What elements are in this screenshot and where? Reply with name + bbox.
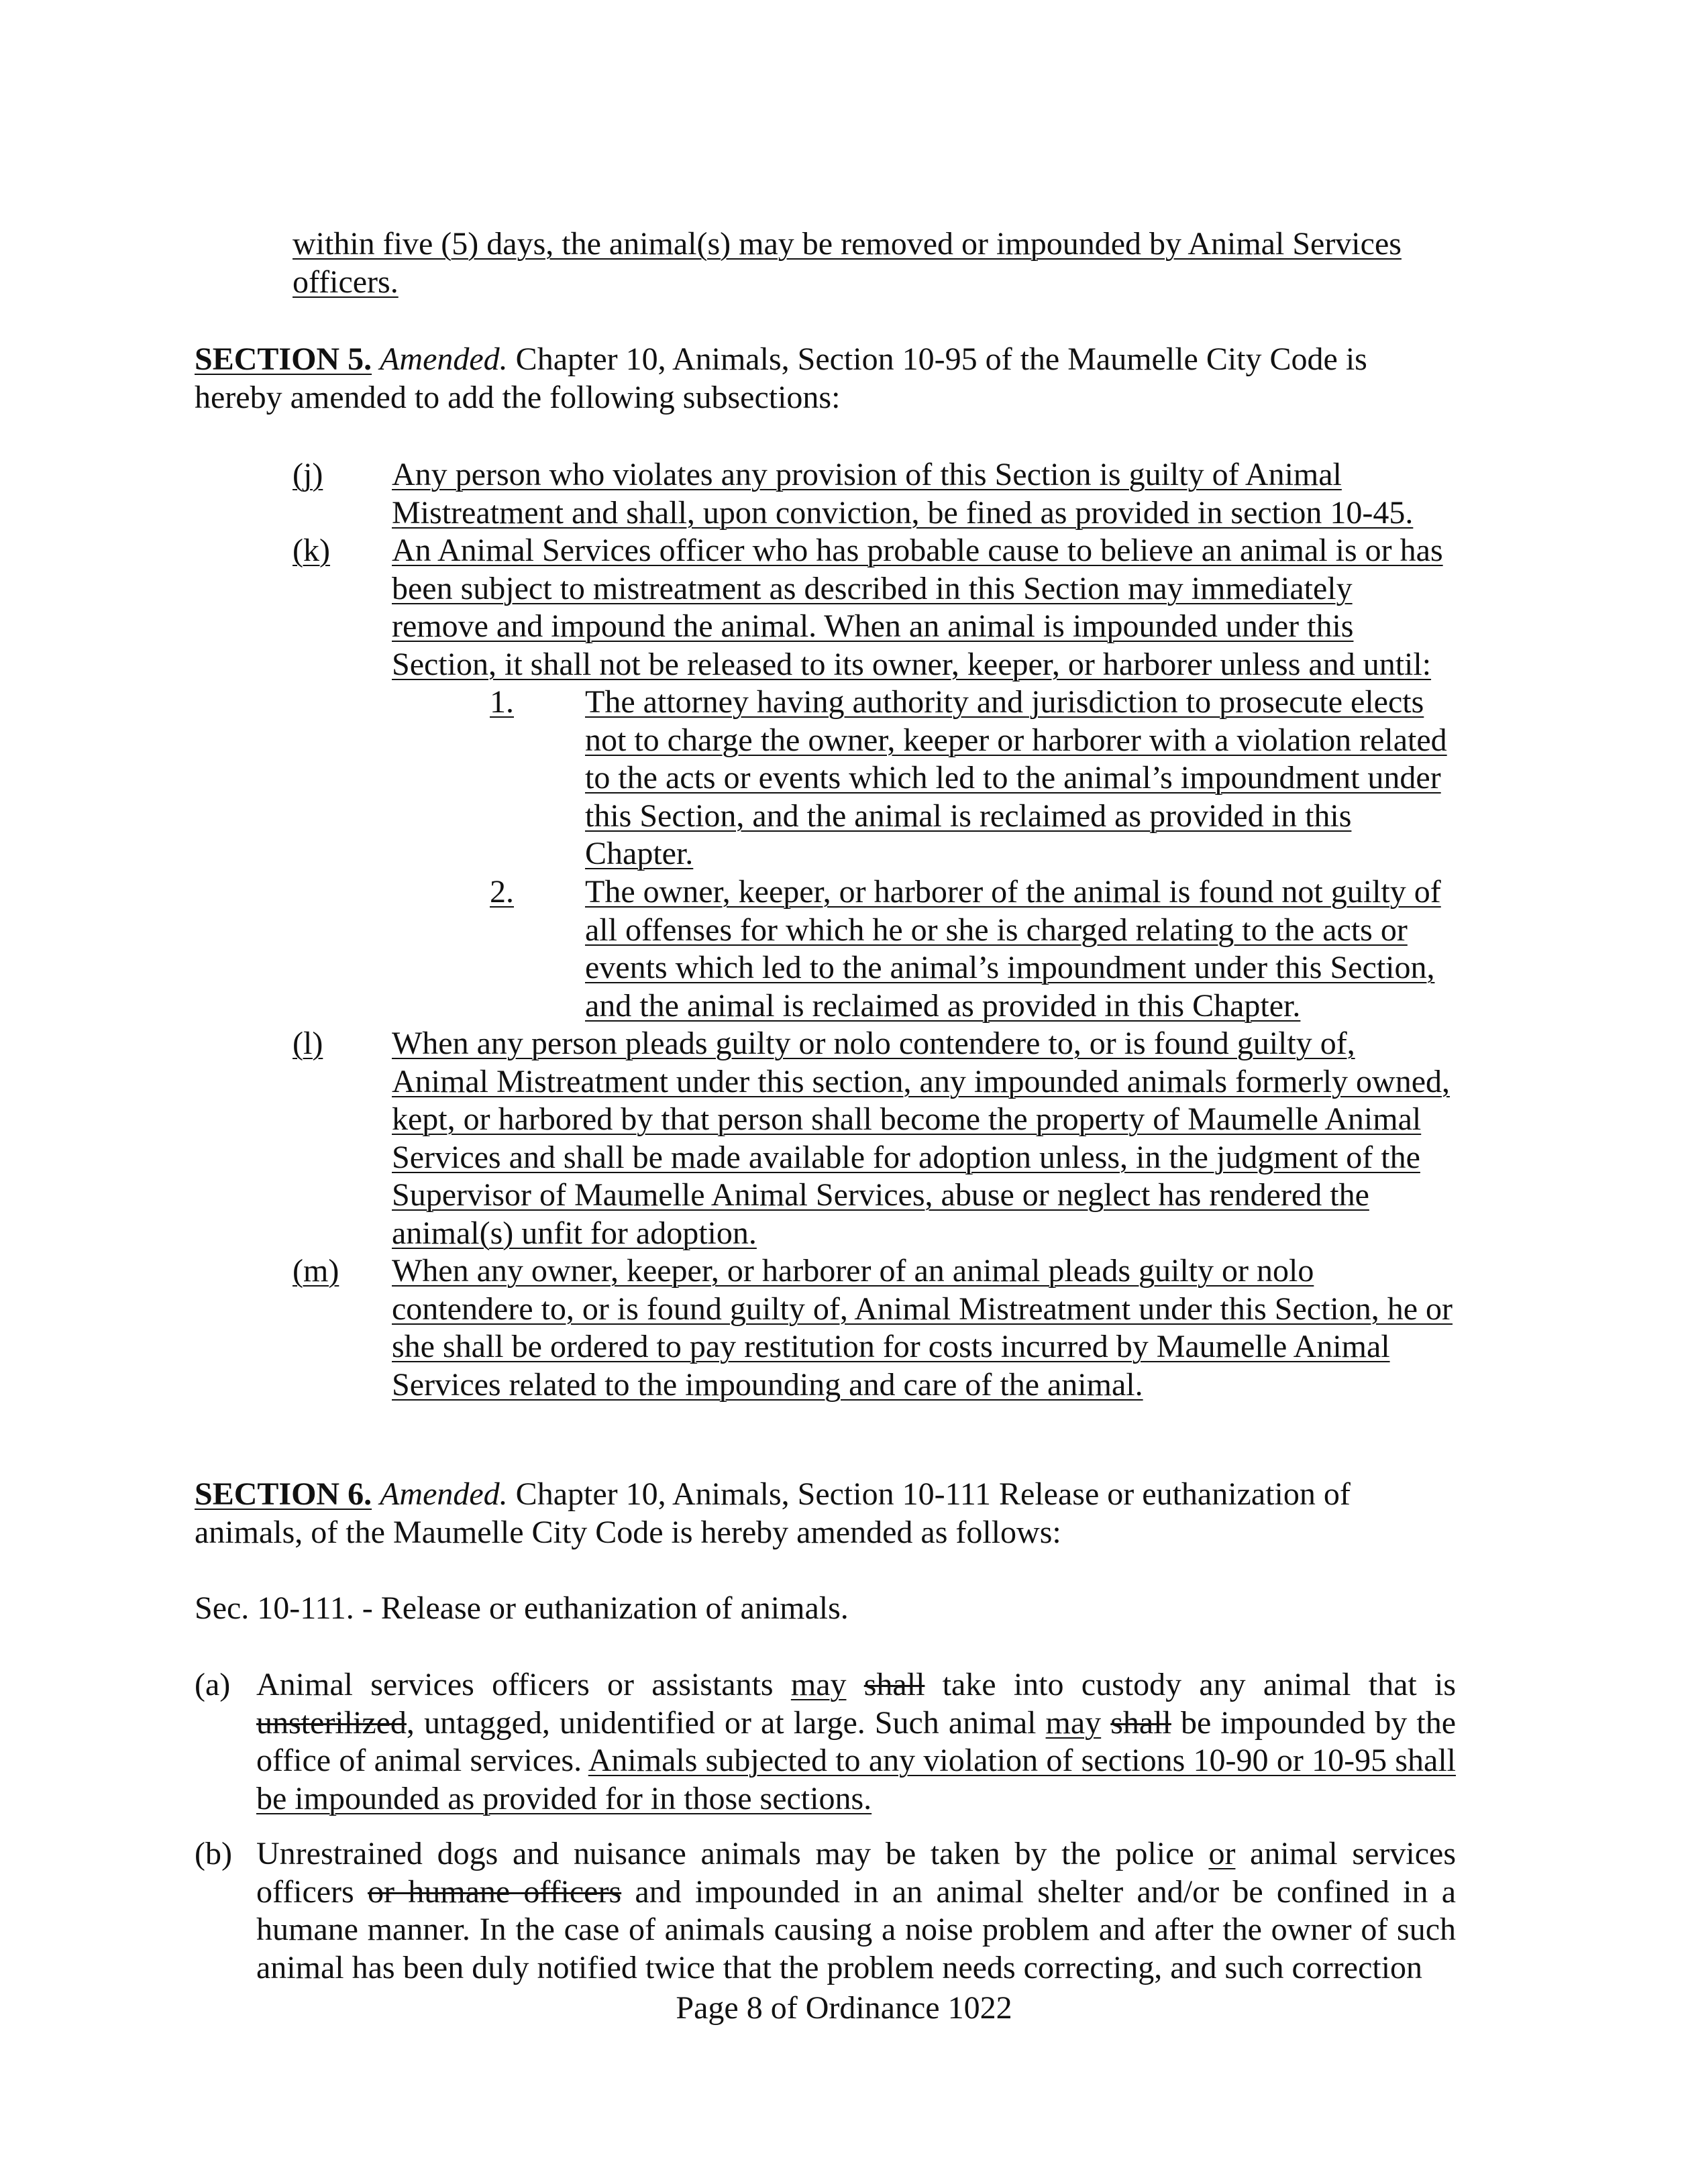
list-item-line: Chapter. [585,836,694,871]
intro-line: officers. [293,264,399,300]
subsection-line: When any person pleads guilty or nolo contendere to, or is found guilty of, [392,1026,1355,1061]
paragraph-body [256,1666,1456,1818]
list-item-line: to the acts or events which led to the animal’s impoundment under [585,760,1441,796]
subsection-line: Mistreatment and shall, upon conviction, be fined as provided in section 10-45. [392,494,1414,531]
subsection-line: Section, it shall not be released to its owner, keeper, or harborer unless and until: [392,646,1432,682]
list-item-line: The owner, keeper, or harborer of the animal is found not guilty of [585,874,1441,910]
section-5-label: SECTION 5. [195,341,372,377]
code-section-heading: Sec. 10-111. - Release or euthanization of animals. [195,1590,849,1626]
deleted-text: shall [863,1667,925,1702]
inserted-text: or [1208,1836,1236,1871]
subsection-line: animal(s) unfit for adoption. [392,1215,757,1251]
list-item-line: events which led to the animal’s impoundment under this Section, [585,950,1435,985]
section-6-amended: Amended. [380,1476,508,1512]
paragraph-body [256,1835,1456,1987]
subsection-line: An Animal Services officer who has probable cause to believe an animal is or has [392,533,1443,568]
list-item-key: 2. [490,874,514,910]
section-5-header [195,341,1367,417]
subsection-line: remove and impound the animal. When an animal is impounded under this [392,608,1354,644]
inserted-text: may [790,1667,847,1702]
subsection-line: Supervisor of Maumelle Animal Services, abuse or neglect has rendered the [392,1177,1369,1213]
subsection-line: Services and shall be made available for adoption unless, in the judgment of the [392,1139,1420,1175]
intro-continuation [293,225,1402,301]
paragraph-text [847,1667,864,1702]
subsection-line: When any owner, keeper, or harborer of an animal pleads guilty or nolo [392,1253,1314,1289]
paragraph-text: be impounded by the office of animal services. [256,1704,1457,1778]
subsection-key: (m) [293,1253,339,1289]
subsection-key: (l) [293,1026,323,1061]
list-item-line: and the animal is reclaimed as provided in this Chapter. [585,987,1301,1024]
paragraph-text: Animal services officers or assistants [256,1667,791,1702]
deleted-text: or humane officers [367,1873,622,1910]
subsection-key: (j) [293,457,323,492]
subsection-line: Any person who violates any provision of this Section is guilty of Animal [392,457,1342,492]
inserted-text: may [1045,1704,1102,1741]
paragraph-text [1101,1705,1110,1741]
section-6-text: Chapter 10, Animals, Section 10-111 Release or euthanization of [507,1476,1351,1512]
list-item-key: 1. [490,684,514,720]
list-item-line: this Section, and the animal is reclaimed as provided in this [585,798,1352,834]
subsection-key: (k) [293,533,330,568]
section-5-text: Chapter 10, Animals, Section 10-95 of the Maumelle City Code is [507,341,1367,377]
subsection-line: contendere to, or is found guilty of, Animal Mistreatment under this Section, he or [392,1291,1453,1327]
section-5-amended: Amended. [380,341,508,377]
page-footer: Page 8 of Ordinance 1022 [676,1990,1012,2026]
list-item-line: not to charge the owner, keeper or harborer with a violation related [585,722,1447,758]
subsection-line: Animal Mistreatment under this section, any impounded animals formerly owned, [392,1063,1450,1099]
paragraph-text: take into custody any animal that is [925,1667,1456,1702]
subsection-line: Services related to the impounding and care of the animal. [392,1366,1143,1403]
inserted-text: Animals subjected to any violation of sections 10-90 or 10-95 shall be impounded as provided for in those sections. [256,1743,1457,1816]
section-5-text-line2: hereby amended to add the following subsections: [195,379,841,415]
paragraph-text: and impounded in an animal shelter and/or be confined in a humane manner. In the case of animals causing a noise problem and after the owner of such animal has been duly notified twice that the problem needs correcting, and such correction [256,1873,1457,1985]
subsection-line: been subject to mistreatment as described in this Section may immediately [392,570,1353,606]
section-6-label: SECTION 6. [195,1476,372,1512]
paragraph-text: animal services officers [256,1836,1456,1910]
subsection-line: kept, or harbored by that person shall become the property of Maumelle Animal [392,1101,1422,1137]
deleted-text: shall [1110,1704,1171,1741]
paragraph-key: (a) [195,1667,231,1702]
intro-line: within five (5) days, the animal(s) may be removed or impounded by Animal Services [293,226,1402,262]
section-6-text-line2: animals, of the Maumelle City Code is hereby amended as follows: [195,1514,1061,1550]
section-6-header [195,1476,1351,1551]
paragraph-text: , untagged, unidentified or at large. Such animal [406,1704,1046,1741]
paragraph-text: Unrestrained dogs and nuisance animals may be taken by the police [256,1836,1209,1871]
subsection-line: she shall be ordered to pay restitution for costs incurred by Maumelle Animal [392,1329,1390,1364]
deleted-text: unsterilized [256,1704,407,1741]
paragraph-key: (b) [195,1836,232,1871]
list-item-line: all offenses for which he or she is charged relating to the acts or [585,912,1408,948]
list-item-line: The attorney having authority and jurisdiction to prosecute elects [585,684,1424,720]
